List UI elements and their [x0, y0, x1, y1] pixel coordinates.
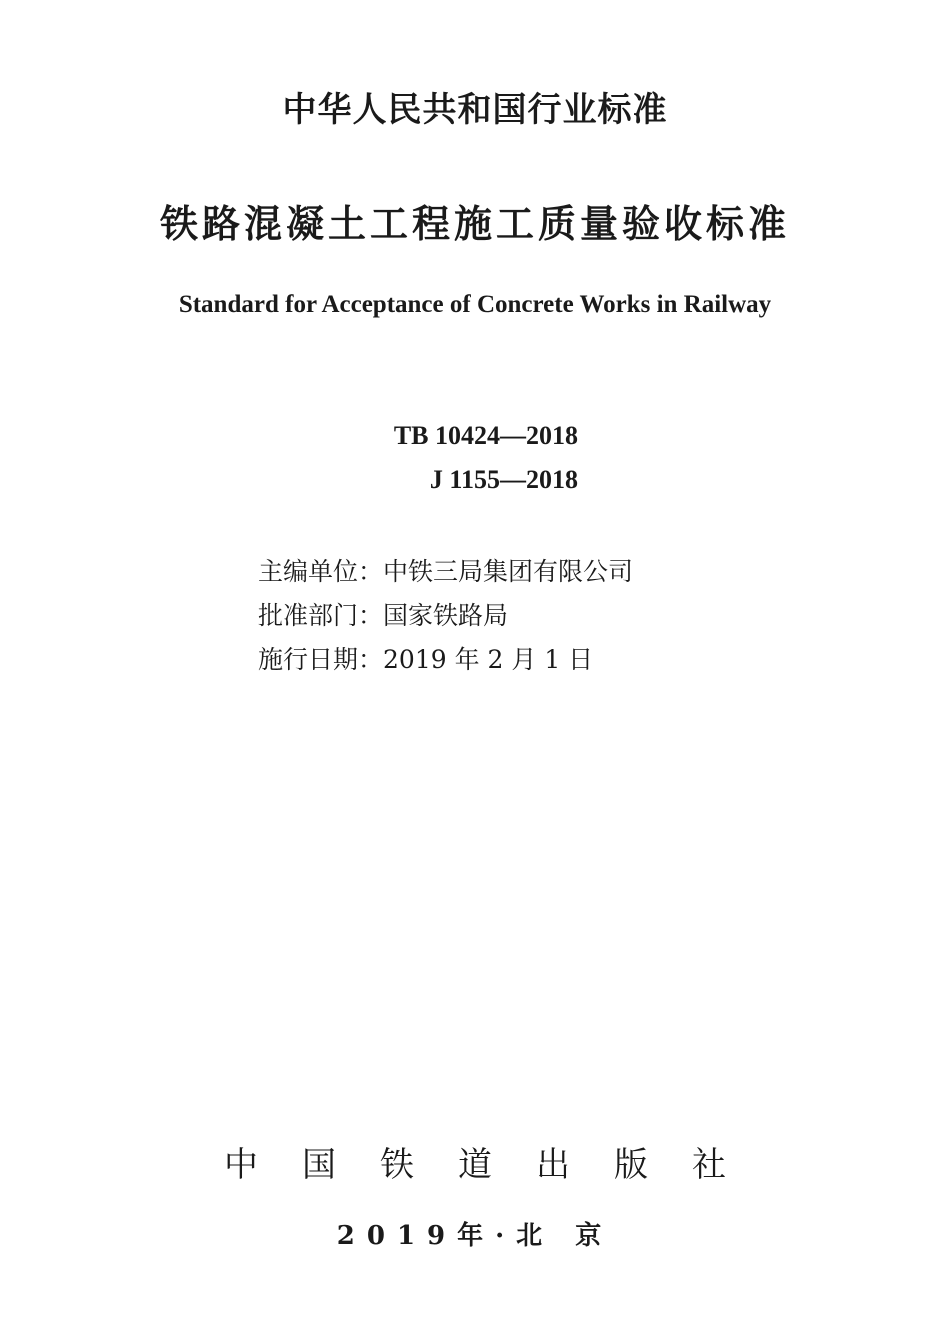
publisher-char: 铁	[380, 1145, 414, 1185]
publication-year-city: 2019年·北 京	[336, 1221, 614, 1251]
approver-label: 批准部门：	[258, 601, 384, 630]
publisher-char: 道	[458, 1145, 492, 1185]
publisher-name	[0, 1142, 950, 1188]
standard-code-j: J 1155—2018	[429, 465, 578, 494]
publisher-char: 中	[224, 1145, 258, 1185]
meta-row-approver	[258, 594, 633, 638]
english-title: Standard for Acceptance of Concrete Works in Railway	[178, 291, 772, 318]
meta-row-effective-date	[258, 638, 633, 682]
chinese-title: 铁路混凝土工程施工质量验收标准	[159, 202, 790, 246]
publication-info	[258, 550, 633, 682]
meta-row-editor	[258, 550, 633, 594]
publisher-char: 出	[536, 1145, 570, 1185]
standard-code-tb: TB 10424—2018	[393, 421, 578, 450]
editor-label: 主编单位：	[258, 557, 384, 586]
standard-category: 中华人民共和国行业标准	[282, 90, 668, 130]
approver-value: 国家铁路局	[383, 601, 509, 630]
editor-value: 中铁三局集团有限公司	[383, 557, 634, 586]
effective-date-label: 施行日期：	[258, 645, 384, 674]
publisher-char: 国	[302, 1145, 336, 1185]
publisher-char: 版	[614, 1145, 648, 1185]
publisher-char: 社	[692, 1145, 726, 1185]
effective-date-value: 2019 年 2 月 1 日	[383, 645, 594, 674]
